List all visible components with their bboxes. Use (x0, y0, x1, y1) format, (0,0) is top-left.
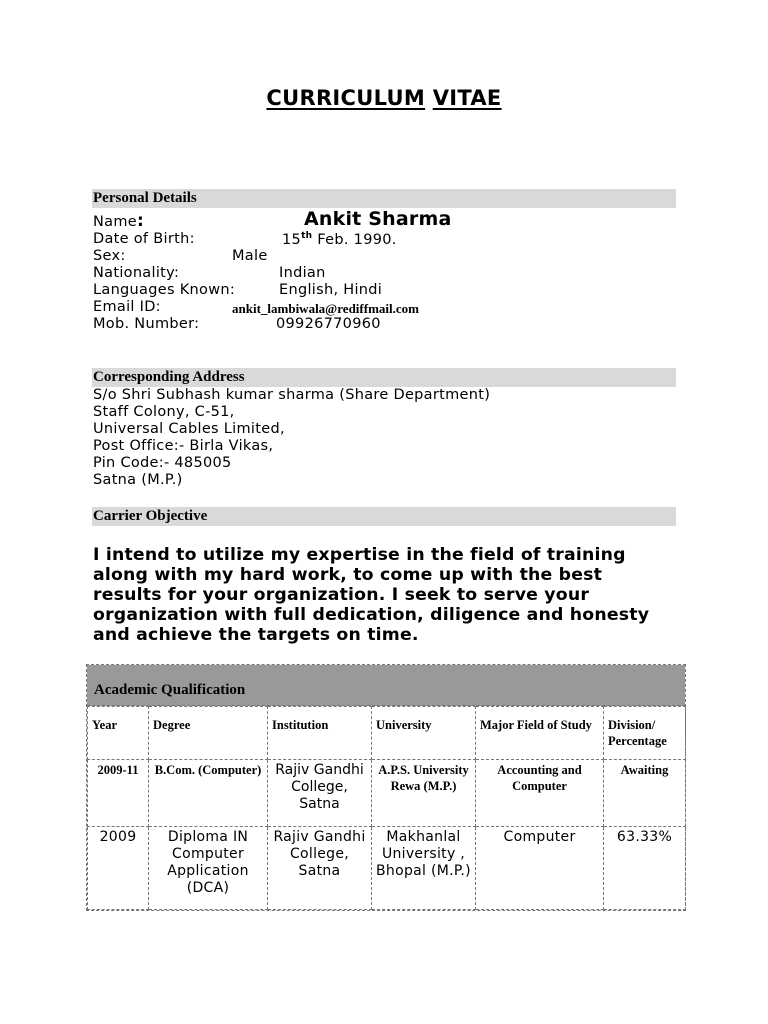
academic-qualification-table (86, 664, 686, 911)
title-word-curriculum: CURRICULUM (266, 86, 426, 110)
cell-university: A.P.S. University Rewa (M.P.) (372, 760, 476, 827)
table-row (88, 760, 686, 827)
mobile-value: 09926770960 (276, 316, 381, 332)
personal-details-heading: Personal Details (92, 189, 676, 208)
dob-label: Date of Birth: (93, 231, 195, 247)
column-header-division: Division/ Percentage (604, 707, 686, 760)
sex-label: Sex: (93, 248, 126, 264)
cell-year: 2009 (88, 827, 149, 910)
address-line: Staff Colony, C-51, (93, 404, 235, 420)
email-value: ankit_lambiwala@rediffmail.com (232, 301, 419, 316)
languages-value: English, Hindi (279, 282, 383, 298)
academic-heading: Academic Qualification (87, 665, 685, 706)
document-title (0, 86, 768, 110)
dob-value: 15th Feb. 1990. (282, 231, 397, 248)
column-header-university: University (372, 707, 476, 760)
languages-label: Languages Known: (93, 282, 236, 298)
name-value: Ankit Sharma (304, 208, 452, 230)
table-header-row (88, 707, 686, 760)
nationality-label: Nationality: (93, 265, 180, 281)
cell-degree: B.Com. (Computer) (149, 760, 268, 827)
cell-major-field: Accounting and Computer (476, 760, 604, 827)
cell-division: 63.33% (604, 827, 686, 910)
objective-heading: Carrier Objective (92, 507, 676, 526)
cell-university: Makhanlal University , Bhopal (M.P.) (372, 827, 476, 910)
table-row (88, 827, 686, 910)
mobile-label: Mob. Number: (93, 316, 200, 332)
name-label: Name: (93, 211, 145, 231)
email-label: Email ID: (93, 299, 161, 315)
column-header-degree: Degree (149, 707, 268, 760)
address-line: Satna (M.P.) (93, 472, 183, 488)
column-header-institution: Institution (268, 707, 372, 760)
address-line: Universal Cables Limited, (93, 421, 285, 437)
column-header-year: Year (88, 707, 149, 760)
sex-value: Male (232, 248, 268, 264)
cell-degree: Diploma IN Computer Application (DCA) (149, 827, 268, 910)
cell-major-field: Computer (476, 827, 604, 910)
objective-text: I intend to utilize my expertise in the field of training along with my hard work, to come up with the best results for your organization. I seek to serve your organization with full dedication, diligence and honesty and achieve the targets on time. (93, 545, 650, 645)
address-heading: Corresponding Address (92, 368, 676, 387)
address-line: S/o Shri Subhash kumar sharma (Share Department) (93, 387, 491, 403)
academic-table (87, 706, 686, 910)
column-header-major-field: Major Field of Study (476, 707, 604, 760)
address-line: Pin Code:- 485005 (93, 455, 232, 471)
address-line: Post Office:- Birla Vikas, (93, 438, 274, 454)
cell-institution: Rajiv Gandhi College, Satna (268, 760, 372, 827)
cell-institution: Rajiv Gandhi College, Satna (268, 827, 372, 910)
nationality-value: Indian (279, 265, 326, 281)
title-word-vitae: VITAE (432, 86, 502, 110)
cell-division: Awaiting (604, 760, 686, 827)
cell-year: 2009-11 (88, 760, 149, 827)
